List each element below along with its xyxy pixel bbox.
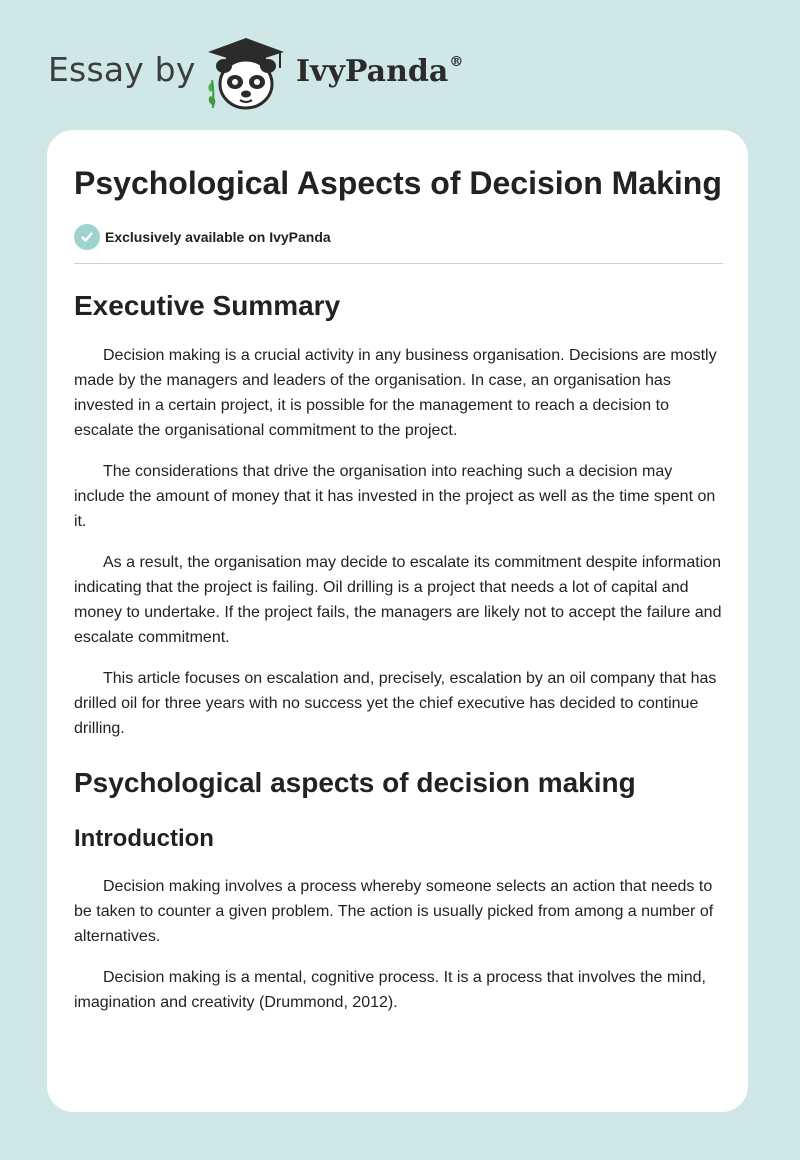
brand-name[interactable] <box>296 54 463 89</box>
panda-graduate-logo-icon[interactable] <box>200 32 290 112</box>
paragraph: This article focuses on escalation and, precisely, escalation by an oil company that has drilled oil for three years with no success yet the chief executive has decided to continue drilling. <box>74 670 717 737</box>
page-title: Psychological Aspects of Decision Making <box>74 165 722 201</box>
paragraph: Decision making is a mental, cognitive process. It is a process that involves the mind, imagination and creativity (Drummond, 2012). <box>74 969 706 1011</box>
exclusive-badge <box>74 224 723 250</box>
check-circle-icon <box>74 224 100 250</box>
essay-by-label: Essay by <box>48 50 196 89</box>
brand-name-text: IvyPanda <box>296 54 449 89</box>
paragraph: As a result, the organisation may decide to escalate its commitment despite information indicating that the project is failing. Oil drilling is a project that needs a lot of capital and money to undertake. If the project fails, the managers are likely not to accept the failure and escalate commitment. <box>74 554 722 646</box>
essay-content <box>74 163 723 1015</box>
paragraph: Decision making involves a process whereby someone selects an action that needs to be taken to counter a given problem. The action is usually picked from among a number of alternatives. <box>74 878 714 945</box>
section-heading-psychological-aspects: Psychological aspects of decision making <box>74 767 636 798</box>
paragraph: Decision making is a crucial activity in any business organisation. Decisions are mostly made by the managers and leaders of the organisation. In case, an organisation has invested in a certain project, it is possible for the management to reach a decision to escalate the organisational commitment to the project. <box>74 347 717 439</box>
section-heading-executive-summary: Executive Summary <box>74 290 341 321</box>
site-header <box>0 0 800 130</box>
title-divider <box>74 263 723 264</box>
paragraph: The considerations that drive the organisation into reaching such a decision may include the amount of money that it has invested in the project as well as the time spent on it. <box>74 463 716 530</box>
registered-mark: ® <box>449 54 464 70</box>
essay-card <box>47 130 748 1112</box>
subheading-introduction: Introduction <box>74 825 214 852</box>
exclusive-badge-text: Exclusively available on IvyPanda <box>105 229 331 245</box>
